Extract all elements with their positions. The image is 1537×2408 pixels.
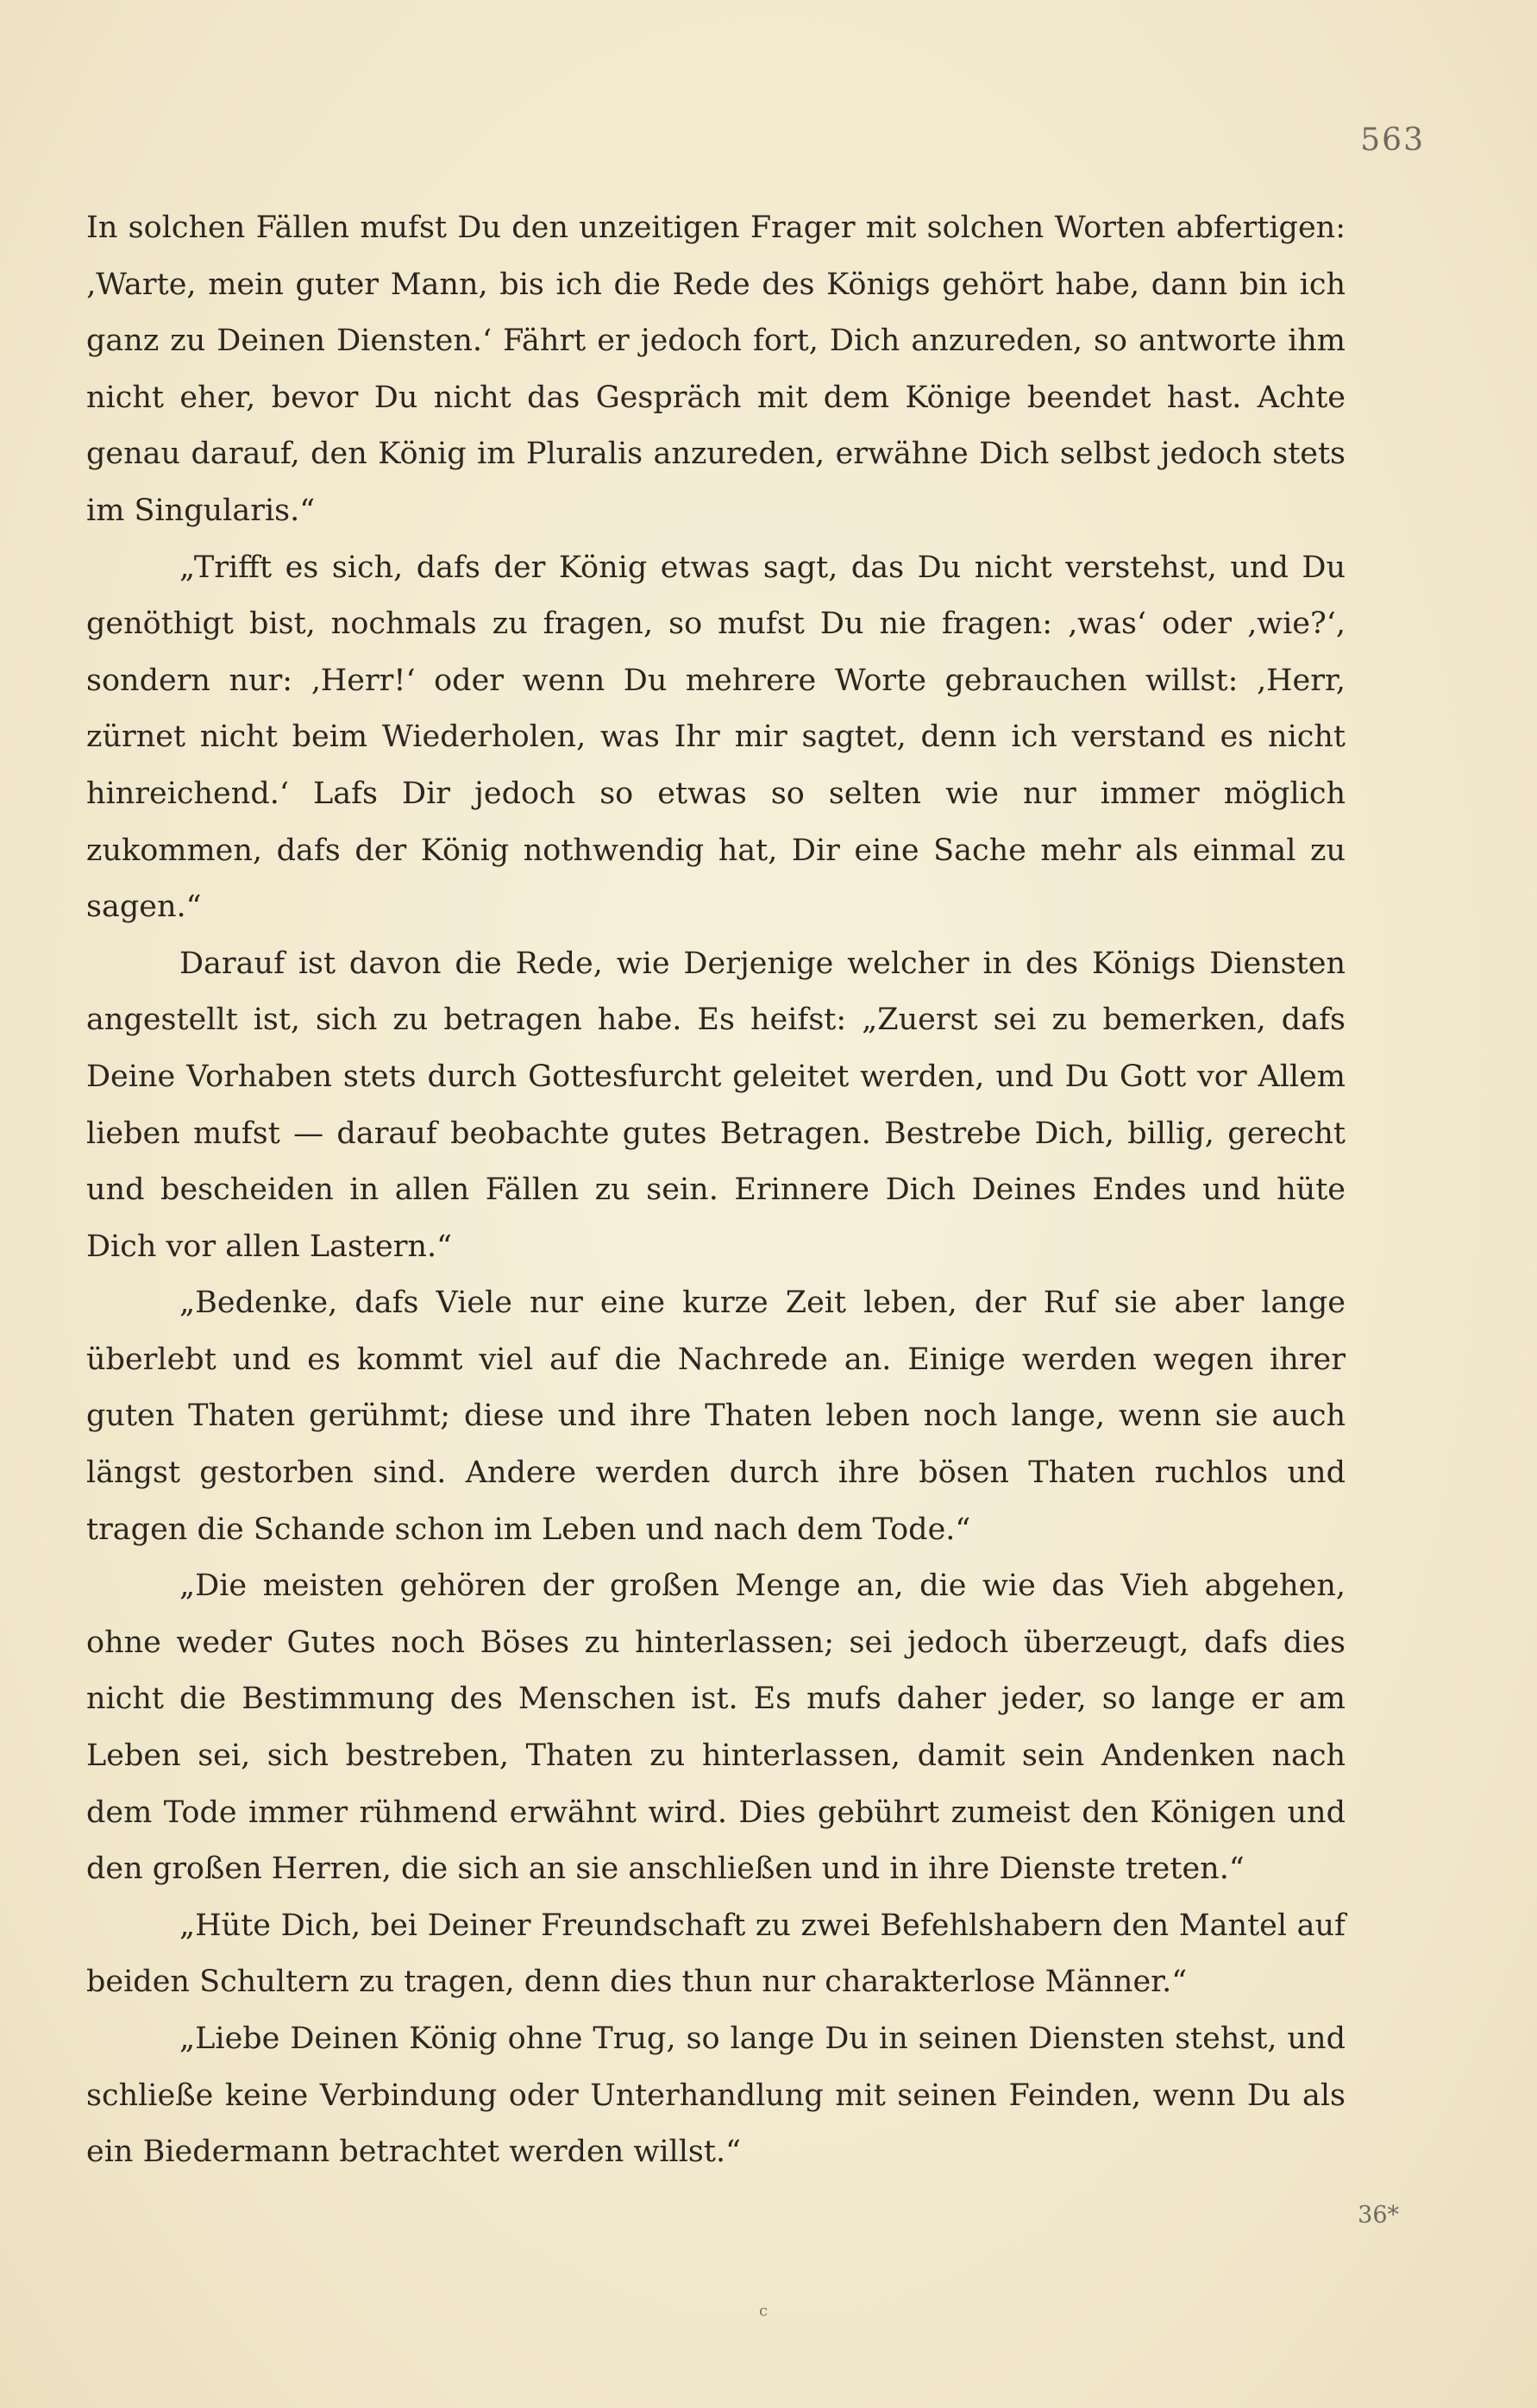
paragraph: „Bedenke, dafs Viele nur eine kurze Zeit leben, der Ruf sie aber lange überlebt und es kommt viel auf die Nachrede an. Einige werden wegen ihrer guten Thaten gerühmt; diese und ihre Thaten leben noch lange, wenn sie auch längst gestorben sind. Andere werden durch ihre bösen Thaten ruchlos und tragen die Schande schon im Leben und nach dem Tode.“ (86, 1286, 1346, 1547)
bottom-mark: c (759, 2302, 768, 2320)
paragraph: „Die meisten gehören der großen Menge an, die wie das Vieh abgehen, ohne weder Gutes noch Böses zu hinterlassen; sei jedoch überzeugt, dafs dies nicht die Bestimmung des Menschen ist. Es mufs daher jeder, so lange er am Leben sei, sich bestreben, Thaten zu hinterlassen, damit sein Andenken nach dem Tode immer rühmend erwähnt wird. Dies gebührt zumeist den Königen und den großen Herren, die sich an sie anschließen und in ihre Dienste treten.“ (86, 1569, 1346, 1887)
paragraph: „Liebe Deinen König ohne Trug, so lange Du in seinen Diensten stehst, und schließe keine Verbindung oder Unterhandlung mit seinen Feinden, wenn Du als ein Biedermann betrachtet werden willst.“ (86, 2021, 1346, 2170)
body-text (86, 200, 1346, 2181)
paragraph: „Hüte Dich, bei Deiner Freundschaft zu zwei Befehlshabern den Mantel auf beiden Schultern zu tragen, denn dies thun nur charakterlose Männer.“ (86, 1908, 1346, 2000)
paragraph: In solchen Fällen mufst Du den unzeitigen Frager mit solchen Worten abfertigen: ‚Warte, mein guter Mann, bis ich die Rede des Königs gehört habe, dann bin ich ganz zu Deinen Diensten.‘ Fährt er jedoch fort, Dich anzureden, so antworte ihm nicht eher, bevor Du nicht das Gespräch mit dem Könige beendet hast. Achte genau darauf, den König im Pluralis anzureden, erwähne Dich selbst jedoch stets im Singularis.“ (86, 211, 1346, 528)
paragraph: „Trifft es sich, dafs der König etwas sagt, das Du nicht verstehst, und Du genöthigt bist, nochmals zu fragen, so mufst Du nie fragen: ‚was‘ oder ‚wie?‘, sondern nur: ‚Herr!‘ oder wenn Du mehrere Worte gebrauchen willst: ‚Herr, zürnet nicht beim Wiederholen, was Ihr mir sagtet, denn ich verstand es nicht hinreichend.‘ Lafs Dir jedoch so etwas so selten wie nur immer möglich zukommen, dafs der König nothwendig hat, Dir eine Sache mehr als einmal zu sagen.“ (86, 550, 1346, 925)
page-number: 563 (1360, 123, 1425, 158)
paragraph: Darauf ist davon die Rede, wie Derjenige welcher in des Königs Diensten angestellt ist, sich zu betragen habe. Es heifst: „Zuerst sei zu bemerken, dafs Deine Vorhaben stets durch Gottesfurcht geleitet werden, und Du Gott vor Allem lieben mufst — darauf beobachte gutes Betragen. Bestrebe Dich, billig, gerecht und bescheiden in allen Fällen zu sein. Erinnere Dich Deines Endes und hüte Dich vor allen Lastern.“ (86, 946, 1346, 1264)
sheet-signature: 36* (1358, 2202, 1399, 2229)
